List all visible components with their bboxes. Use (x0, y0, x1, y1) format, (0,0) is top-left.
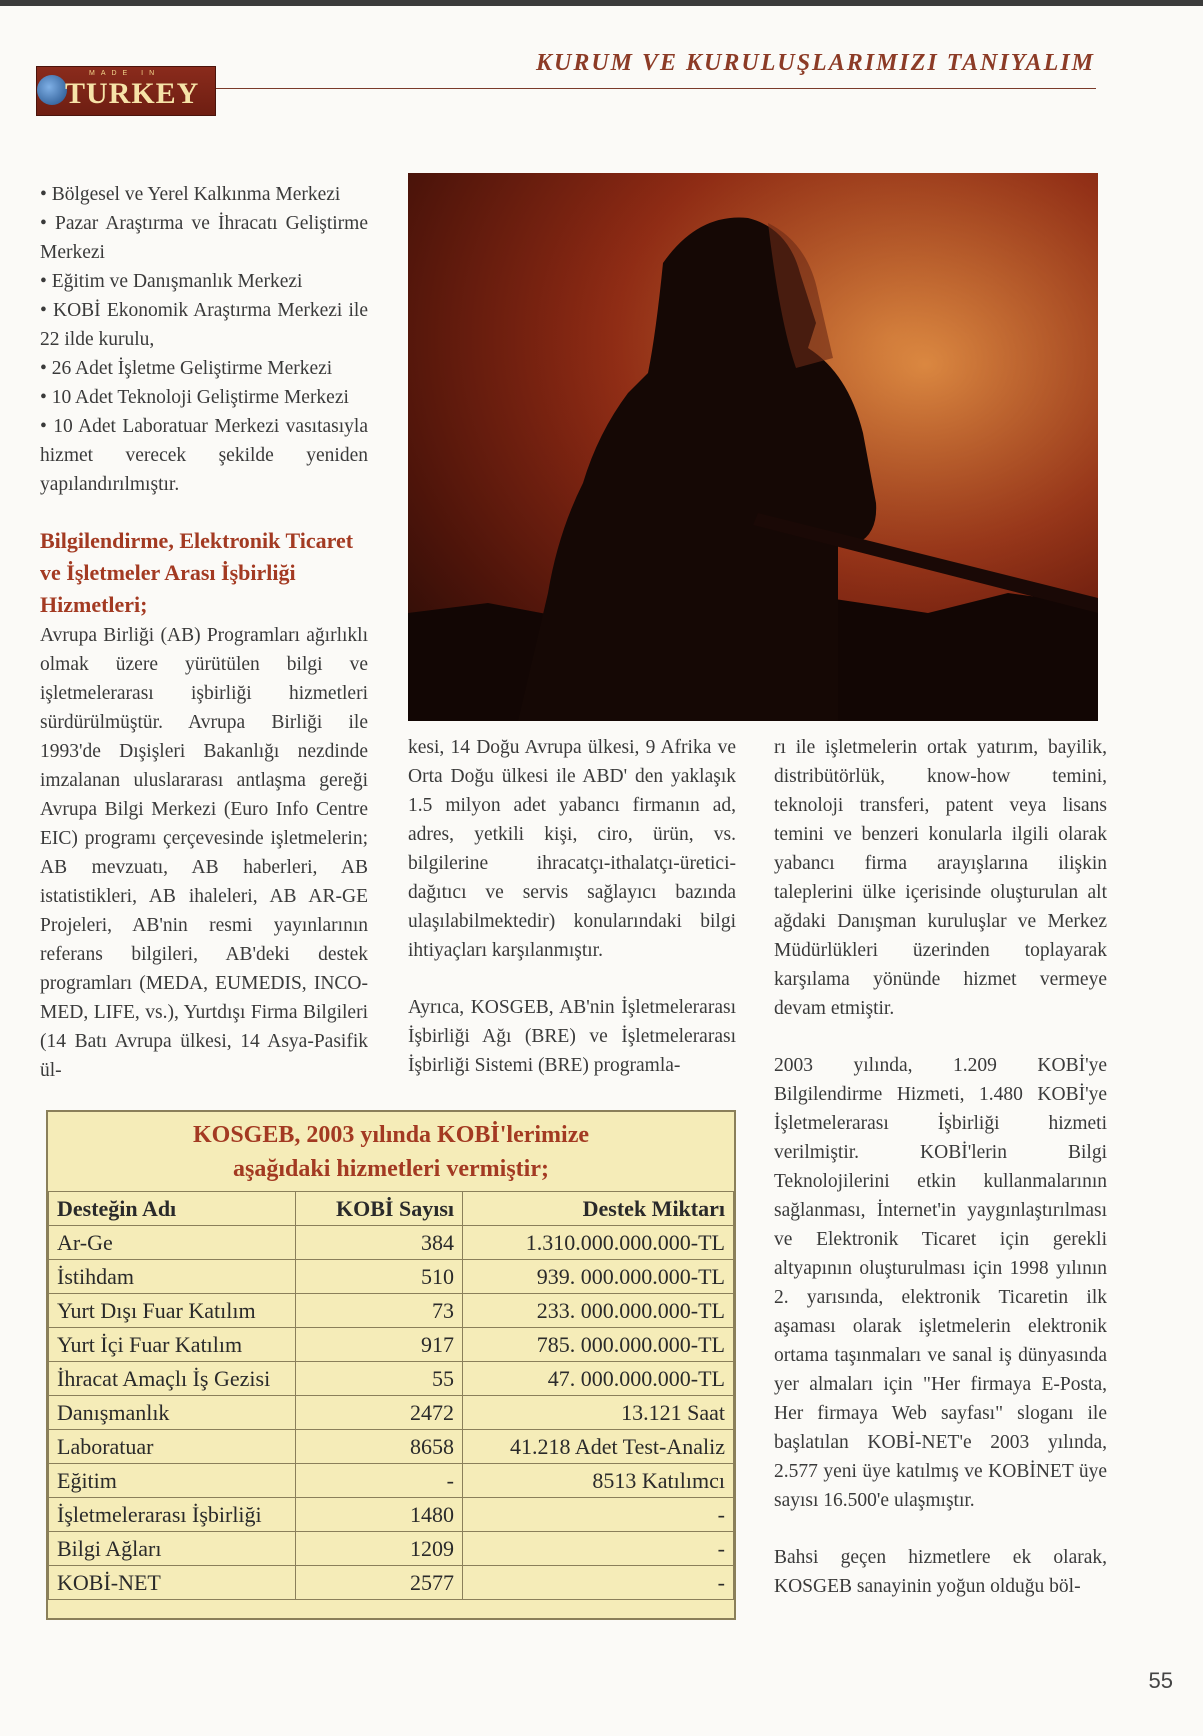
globe-icon (37, 75, 67, 105)
services-table-box (46, 1110, 736, 1620)
cell-support-amount: 785. 000.000.000-TL (463, 1328, 734, 1362)
cell-support-name: Ar-Ge (49, 1226, 296, 1260)
cell-kobi-count: 384 (296, 1226, 463, 1260)
cell-kobi-count: 55 (296, 1362, 463, 1396)
table-row (49, 1532, 734, 1566)
table-title (48, 1112, 734, 1186)
cell-kobi-count: 917 (296, 1328, 463, 1362)
cell-support-amount: 47. 000.000.000-TL (463, 1362, 734, 1396)
page-number: 55 (1148, 1668, 1173, 1693)
column-middle (408, 733, 736, 1080)
bullet-item: • Eğitim ve Danışmanlık Merkezi (40, 271, 303, 292)
cell-kobi-count: 510 (296, 1260, 463, 1294)
header-support-name: Desteğin Adı (49, 1192, 296, 1226)
firefighter-silhouette-photo (408, 173, 1098, 721)
cell-kobi-count: 73 (296, 1294, 463, 1328)
table-row (49, 1464, 734, 1498)
table-row (49, 1396, 734, 1430)
made-in-turkey-logo (36, 66, 216, 116)
column-middle-paragraph-2: Ayrıca, KOSGEB, AB'nin İşletmelerarası İşbirliği Ağı (BRE) ve İşletmelerarası İşbirliği Sistemi (BRE) programla- (408, 997, 736, 1076)
services-table (48, 1191, 734, 1600)
cell-kobi-count: 2472 (296, 1396, 463, 1430)
cell-support-amount: 233. 000.000.000-TL (463, 1294, 734, 1328)
table-row (49, 1328, 734, 1362)
column-middle-paragraph-1: kesi, 14 Doğu Avrupa ülkesi, 9 Afrika ve Orta Doğu ülkesi ile ABD' den yaklaşık 1.5 milyon adet yabancı firmanın ad, adres, yetkili kişi, ciro, ürün, vs. bilgilerine ihracatçı-ithalatçı-üretici-dağıtıcı ve servis sağlayıcı bazında ulaşılabilmektedir) konularındaki bilgi ihtiyaçları karşılanmıştır. (408, 737, 736, 961)
header-support-amount: Destek Miktarı (463, 1192, 734, 1226)
table-row (49, 1226, 734, 1260)
table-title-line-2: aşağıdaki hizmetleri vermiştir; (233, 1156, 549, 1182)
cell-kobi-count: 2577 (296, 1566, 463, 1600)
column-left-body: Avrupa Birliği (AB) Programları ağırlıklı olmak üzere yürütülen bilgi ve işletmelerarası işbirliği hizmetleri sürdürülmüştür. Avrupa Birliği ile 1993'de Dışişleri Bakanlığı nezdinde imzalanan uluslararası antlaşma gereği Avrupa Bilgi Merkezi (Euro Info Centre EIC) programı çerçevesinde işletmelerin; AB mevzuatı, AB haberleri, AB istatistikleri, AB ihaleleri, AB AR-GE Projeleri, AB'nin resmi yayınlarının referans bilgileri, AB'deki destek programları (MEDA, EUMEDIS, INCO-MED, LIFE, vs.), Yurtdışı Firma Bilgileri (14 Batı Avrupa ülkesi, 14 Asya-Pasifik ül- (40, 625, 368, 1081)
column-left (40, 180, 368, 1085)
bullet-item: • Pazar Araştırma ve İhracatı Geliştirme Merkezi (40, 213, 368, 263)
column-right-paragraph-2: 2003 yılında, 1.209 KOBİ'ye Bilgilendirme Hizmeti, 1.480 KOBİ'ye İşletmelerarası İşbirliği hizmeti verilmiştir. KOBİ'lerin Bilgi Teknolojilerini etkin kullanmalarının sağlanması, İnternet'in yaygınlaştırılması ve Elektronik Ticaret için gerekli altyapının oluşturulması için 1998 yılının 2. yarısında, elektronik Ticaretin ilk aşaması olarak işletmelerin elektronik ortama taşınmaları ve sanal iş dünyasında yer almaları için "Her firmaya E-Posta, Her firmaya Web sayfası" sloganı ile başlatılan KOBİ-NET'e 2003 yılında, 2.577 yeni üye katılmış ve KOBİNET üye sayısı 16.500'e ulaşmıştır. (774, 1055, 1107, 1511)
cell-kobi-count: 8658 (296, 1430, 463, 1464)
column-right-paragraph-3: Bahsi geçen hizmetlere ek olarak, KOSGEB sanayinin yoğun olduğu böl- (774, 1547, 1107, 1597)
logo-made-in-text: MADE IN (89, 70, 161, 77)
cell-support-amount: 13.121 Saat (463, 1396, 734, 1430)
cell-support-name: İşletmelerarası İşbirliği (49, 1498, 296, 1532)
cell-support-name: İhracat Amaçlı İş Gezisi (49, 1362, 296, 1396)
cell-support-name: Eğitim (49, 1464, 296, 1498)
header-divider (216, 88, 1096, 89)
table-title-line-1: KOSGEB, 2003 yılında KOBİ'lerimize (192, 1122, 590, 1148)
bullet-item: • 26 Adet İşletme Geliştirme Merkezi (40, 358, 333, 379)
cell-support-name: Yurt Dışı Fuar Katılım (49, 1294, 296, 1328)
top-rule (0, 0, 1203, 6)
bullet-item: • 10 Adet Laboratuar Merkezi vasıtasıyla hizmet verecek şekilde yeniden yapılandırılmıştır. (40, 416, 368, 495)
cell-kobi-count: 1209 (296, 1532, 463, 1566)
cell-support-amount: 8513 Katılımcı (463, 1464, 734, 1498)
column-right-paragraph-1: rı ile işletmelerin ortak yatırım, bayilik, distribütörlük, know-how temini, teknoloji transferi, patent veya lisans temini ve benzeri konularla ilgili olarak yabancı firma arayışlarına ilişkin taleplerini ülke içerisinde oluşturulan alt ağdaki Danışman kuruluşlar ve Merkez Müdürlükleri üzerinden toplayarak karşılama yönünde hizmet vermeye devam etmiştir. (774, 737, 1107, 1019)
table-row (49, 1260, 734, 1294)
table-row (49, 1566, 734, 1600)
paragraph-gap (774, 1515, 1107, 1543)
cell-support-name: Yurt İçi Fuar Katılım (49, 1328, 296, 1362)
cell-support-amount: - (463, 1498, 734, 1532)
paragraph-gap (774, 1023, 1107, 1051)
cell-support-amount: 939. 000.000.000-TL (463, 1260, 734, 1294)
cell-support-name: Danışmanlık (49, 1396, 296, 1430)
table-row (49, 1294, 734, 1328)
column-right (774, 733, 1107, 1601)
table-row (49, 1498, 734, 1532)
cell-kobi-count: - (296, 1464, 463, 1498)
table-row (49, 1430, 734, 1464)
cell-support-name: Bilgi Ağları (49, 1532, 296, 1566)
table-header-row (49, 1192, 734, 1226)
table-row (49, 1362, 734, 1396)
cell-support-name: Laboratuar (49, 1430, 296, 1464)
bullet-item: • 10 Adet Teknoloji Geliştirme Merkezi (40, 387, 349, 408)
bullet-list (40, 180, 368, 499)
section-title: KURUM VE KURULUŞLARIMIZI TANIYALIM (536, 50, 1095, 76)
bullet-item: • Bölgesel ve Yerel Kalkınma Merkezi (40, 184, 341, 205)
cell-support-amount: - (463, 1566, 734, 1600)
cell-support-amount: - (463, 1532, 734, 1566)
cell-support-name: KOBİ-NET (49, 1566, 296, 1600)
cell-support-amount: 1.310.000.000.000-TL (463, 1226, 734, 1260)
section-heading: Bilgilendirme, Elektronik Ticaret ve İşletmeler Arası İşbirliği Hizmetleri; (40, 528, 354, 617)
logo-word: TURKEY (65, 77, 200, 110)
header-kobi-count: KOBİ Sayısı (296, 1192, 463, 1226)
silhouette-illustration (408, 173, 1098, 721)
cell-support-amount: 41.218 Adet Test-Analiz (463, 1430, 734, 1464)
cell-support-name: İstihdam (49, 1260, 296, 1294)
cell-kobi-count: 1480 (296, 1498, 463, 1532)
paragraph-gap (408, 965, 736, 993)
bullet-item: • KOBİ Ekonomik Araştırma Merkezi ile 22 ilde kurulu, (40, 300, 368, 350)
